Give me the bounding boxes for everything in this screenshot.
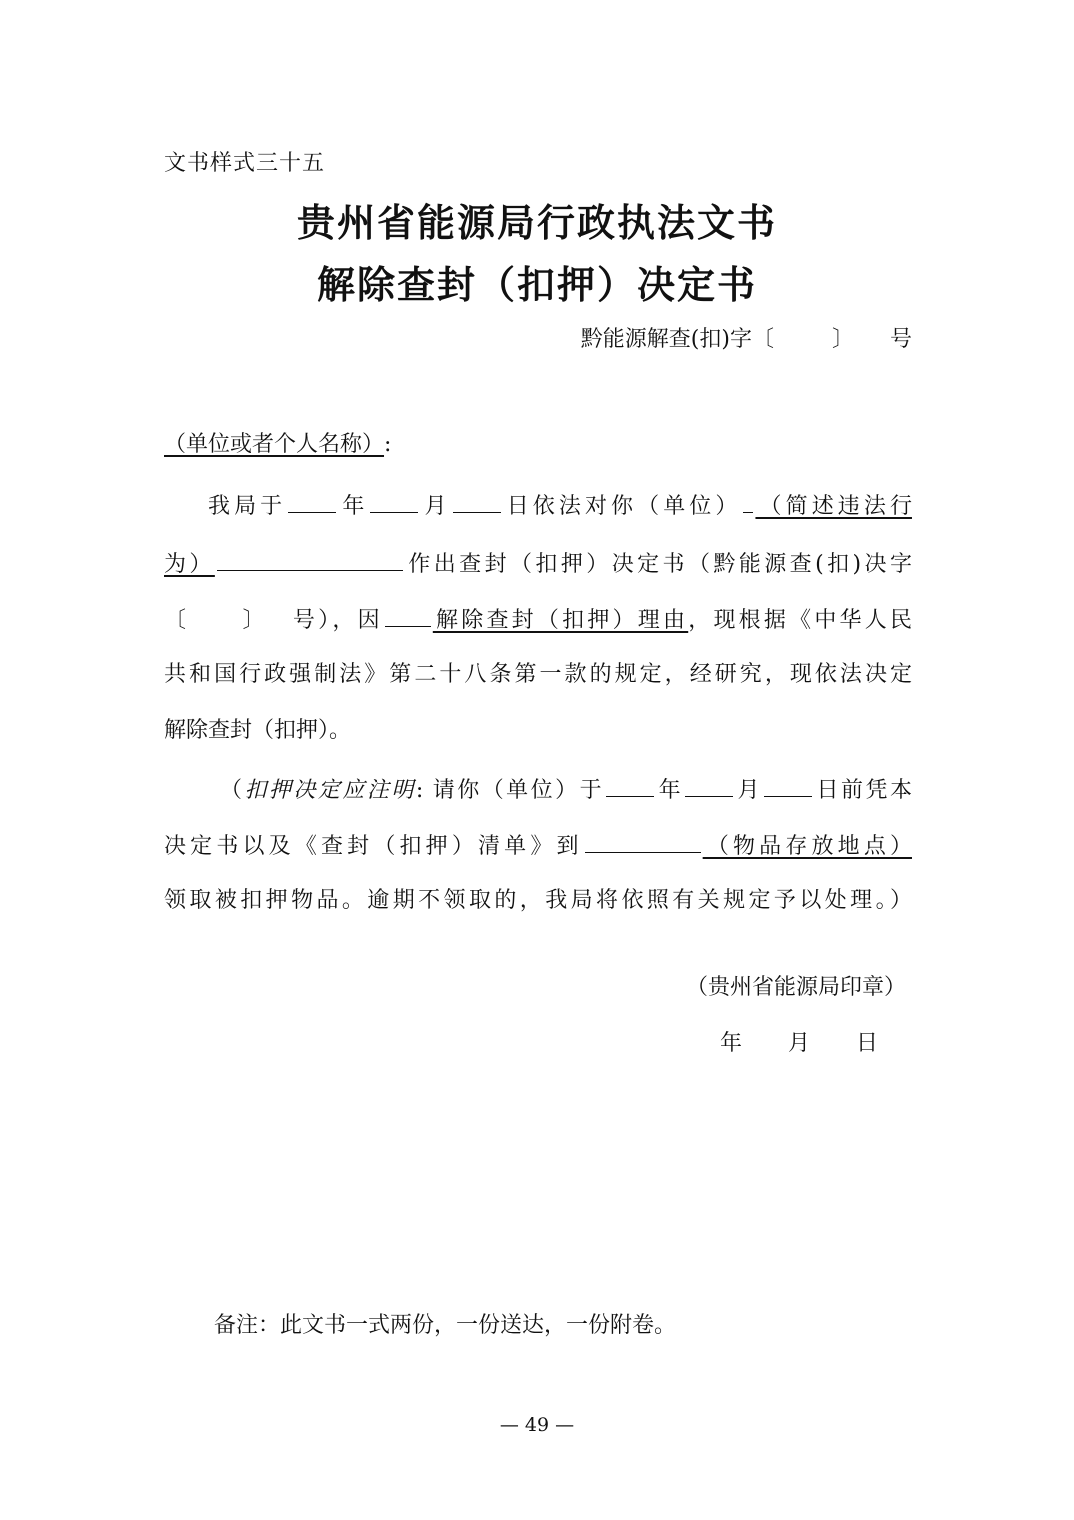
blank-violation — [217, 546, 403, 571]
remarks-note: 备注：此文书一式两份，一份送达，一份附卷。 — [214, 1313, 677, 1338]
seal-label: （贵州省能源局印章） — [685, 975, 906, 1000]
text-segment: 日依法对你（单位） — [502, 494, 742, 519]
form-style-label: 文书样式三十五 — [164, 151, 326, 176]
doc-number-close-bracket: 〕 — [831, 327, 854, 352]
paragraph2-line2 — [164, 828, 912, 862]
year-label: 年 — [338, 494, 369, 519]
text-segment: : 请你（单位）于 — [415, 778, 605, 803]
paragraph2-line1 — [164, 772, 912, 806]
month-label: 月 — [420, 494, 451, 519]
paragraph1-line4: 共和国行政强制法》第二十八条第一款的规定，经研究，现依法决定 — [164, 662, 912, 687]
recipient-line — [164, 428, 912, 462]
blank-day — [453, 488, 501, 513]
blank-day — [764, 772, 812, 797]
text-segment: 作出查封（扣押）决定书（黔能源查(扣)决字 — [404, 552, 912, 577]
year-label: 年 — [656, 778, 684, 803]
paragraph2-line3: 领取被扣押物品。逾期不领取的，我局将依照有关规定予以处理。） — [164, 888, 912, 913]
page-number: — 49 — — [499, 1414, 575, 1436]
storage-location: （物品存放地点） — [702, 834, 912, 859]
blank-year — [288, 488, 336, 513]
signature-date — [720, 1026, 878, 1057]
paragraph1-line5: 解除查封（扣押）。 — [164, 718, 352, 743]
month-label: 月 — [735, 778, 763, 803]
date-month: 月 — [787, 1031, 810, 1056]
recipient-name: （单位或者个人名称） — [164, 432, 385, 457]
doc-number-prefix: 黔能源解查(扣)字〔 — [580, 327, 774, 352]
bracket-close: 〕 — [239, 608, 268, 633]
text-segment: ，现根据《中华人民 — [688, 608, 912, 633]
violation-description-end: 为） — [164, 552, 215, 577]
blank-month — [370, 488, 418, 513]
text-segment: 号），因 — [289, 608, 383, 633]
bracket-open: 〔 — [164, 608, 190, 633]
release-reason: 解除查封（扣押）理由 — [432, 608, 689, 633]
blank-month — [685, 772, 733, 797]
document-subtitle: 解除查封（扣押）决定书 — [316, 262, 757, 307]
recipient-colon: : — [384, 432, 392, 457]
date-year: 年 — [719, 1031, 742, 1056]
detention-note-label: 扣押决定应注明 — [244, 778, 416, 803]
document-number — [581, 322, 912, 353]
violation-description: （简述违法行 — [755, 494, 912, 519]
paragraph1-line1 — [164, 488, 912, 522]
date-day: 日 — [855, 1031, 878, 1056]
paragraph1-line2 — [164, 546, 912, 580]
text-segment: （ — [220, 778, 245, 803]
blank-lead — [743, 488, 753, 513]
document-title: 贵州省能源局行政执法文书 — [296, 200, 777, 245]
text-segment: 日前凭本 — [814, 778, 912, 803]
paragraph1-line3 — [164, 602, 912, 636]
blank-location — [585, 828, 701, 853]
text-segment: 决定书以及《查封（扣押）清单》到 — [164, 834, 583, 859]
blank-reason-lead — [385, 602, 431, 627]
doc-number-suffix: 号 — [889, 327, 912, 352]
blank-year — [606, 772, 654, 797]
text-segment: 我局于 — [208, 494, 287, 519]
